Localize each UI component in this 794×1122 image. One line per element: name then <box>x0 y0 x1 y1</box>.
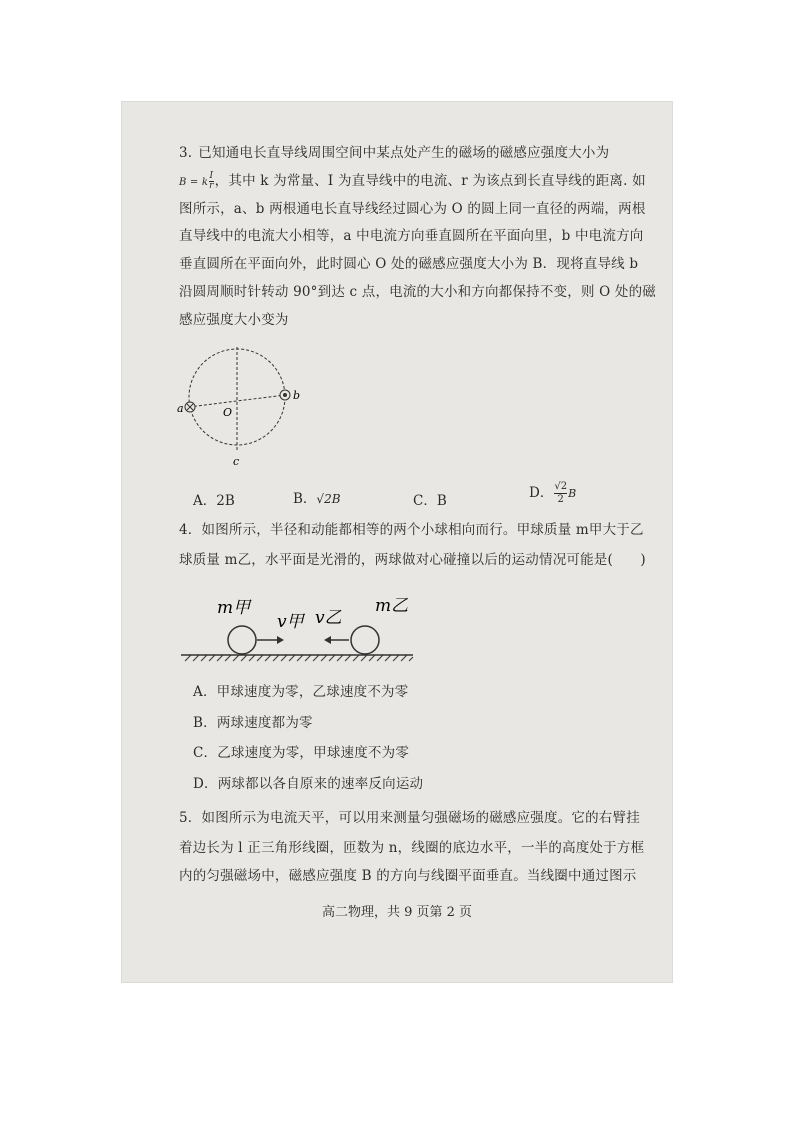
q4-option-b: B．两球速度都为零 <box>193 715 313 731</box>
arrow-left-icon <box>324 636 331 644</box>
label-m-jia: m甲 <box>217 598 251 618</box>
q3-circle-diagram <box>173 339 313 474</box>
q5-line-3: 内的匀强磁场中，磁感应强度 B 的方向与线圈平面垂直。当线圈中通过图示 <box>179 868 637 884</box>
q3-formula-fraction <box>209 172 214 191</box>
q3-formula-denominator: r <box>209 181 214 191</box>
horizontal-diameter <box>189 395 285 407</box>
q3-option-b-value: √2B <box>316 492 341 506</box>
q3-option-d-tail: B <box>568 487 577 500</box>
ball-yi <box>351 626 379 654</box>
exam-page <box>121 101 673 983</box>
label-b: b <box>293 389 301 402</box>
q3-text-2: ，其中 k 为常量、I 为直导线中的电流、r 为该点到长直导线的距离. 如 <box>214 173 646 189</box>
q4-balls-diagram <box>179 585 419 665</box>
q3-text-1: 已知通电长直导线周围空间中某点处产生的磁场的磁感应强度大小为 <box>198 145 610 161</box>
label-a: a <box>177 402 184 415</box>
q3-line-7: 感应强度大小变为 <box>179 312 289 328</box>
wire-b-dot-center <box>283 393 287 397</box>
label-c: c <box>233 455 240 468</box>
q3-number: 3. <box>179 145 193 161</box>
page-footer: 高二物理，共 9 页第 2 页 <box>321 905 473 920</box>
q5-line-2: 着边长为 l 正三角形线圈，匝数为 n，线圈的底边水平，一半的高度处于方框 <box>179 840 645 856</box>
q4-option-c: C．乙球速度为零，甲球速度不为零 <box>193 745 410 761</box>
label-m-yi: m乙 <box>375 596 409 616</box>
q4-line-2: 球质量 m乙，水平面是光滑的，两球做对心碰撞以后的运动情况可能是( ) <box>179 552 646 568</box>
q4-option-d: D．两球都以各自原来的速率反向运动 <box>193 776 424 792</box>
q3-option-b-prefix: B． <box>293 491 317 507</box>
label-v-yi: v乙 <box>315 608 342 628</box>
q3-line-2 <box>179 172 646 192</box>
q3-option-b <box>293 487 341 507</box>
q4-option-a: A．甲球速度为零，乙球速度不为零 <box>193 684 409 700</box>
q3-line-5: 垂直圆所在平面向外，此时圆心 O 处的磁感应强度大小为 B．现将直导线 b <box>179 256 639 272</box>
arrow-right-icon <box>277 636 284 644</box>
q3-line-4: 直导线中的电流大小相等，a 中电流方向垂直圆所在平面向里，b 中电流方向 <box>179 228 644 244</box>
q3-line-6: 沿圆周顺时针转动 90°到达 c 点，电流的大小和方向都保持不变，则 O 处的磁 <box>179 284 657 300</box>
q3-option-d-fraction <box>554 481 567 506</box>
q3-line-1 <box>179 144 609 162</box>
q3-option-c: C．B <box>413 493 447 509</box>
label-v-jia: v甲 <box>277 612 304 632</box>
q5-line-1: 5．如图所示为电流天平，可以用来测量匀强磁场的磁感应强度。它的右臂挂 <box>179 810 640 826</box>
ground-hatching <box>185 655 413 661</box>
q3-option-d-prefix: D． <box>529 485 554 501</box>
q3-line-3: 图所示，a、b 两根通电长直导线经过圆心为 O 的圆上同一直径的两端，两根 <box>179 201 646 217</box>
q3-option-d <box>529 481 576 506</box>
q4-line-1: 4．如图所示，半径和动能都相等的两个小球相向而行。甲球质量 m甲大于乙 <box>179 522 644 538</box>
ball-jia <box>228 626 256 654</box>
q3-formula-numerator: I <box>209 171 214 181</box>
q3-option-d-denominator: 2 <box>554 493 567 506</box>
q3-formula-lhs: B = k <box>179 177 209 188</box>
q3-option-a: A．2B <box>193 493 235 509</box>
q3-option-d-numerator: √2 <box>554 481 568 492</box>
label-o: O <box>223 406 233 419</box>
